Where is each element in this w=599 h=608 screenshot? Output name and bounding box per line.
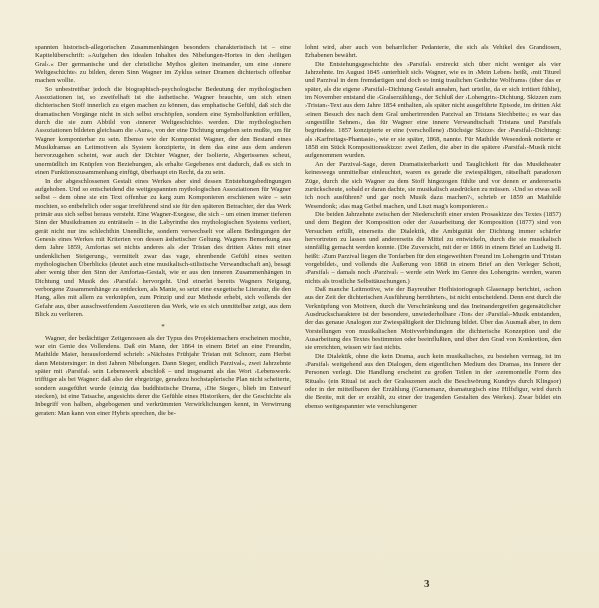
paragraph: Die beiden Jahrzehnte zwischen der Niederschrift einer ersten Prosaskizze des Textes (1857) und dem Beginn der Komposition oder der Ausarbeitung der Komposition (1877) sind von Versuchen erfüllt, einerseits die Dialektik, die Ambiguität der Dichtung immer schärfer hervortreten zu lassen und andererseits die Mittel zu entwickeln, durch die sie musikalisch sinnfällig gemacht werden konnte. (Die Zuversicht, mit der er 1866 in einem Brief an Ludwig II. heißt: ›Zum Parzival liegen die Tonfarben für den eingeweihten Freund im Lohengrin und Tristan vorgebildet‹, und vollends die Äußerung von 1868 in einem Brief an den Verleger Schott, ›Parsifal‹ – damals noch ›Parzival‹ – werde ›ein Werk im Genre des Lohengrin‹ werden, waren nichts als trostliche Selbsttäuschungen.) <box>305 210 561 285</box>
left-column <box>35 44 291 418</box>
page-number: 3 <box>424 578 430 590</box>
paragraph: Die Dialektik, ohne die kein Drama, auch kein musikalisches, zu bestehen vermag, ist im ›Parsifal‹ weitgehend aus den Dialogen, dem eigentlichen Medium des Dramas, ins Innere der Personen verlegt. Die Handlung erscheint zu großen Teilen in der ›zeremonielle Form des Rituals‹ (ein Ritual ist auch der Gralsszenen auch die Beschwörung Kundrys durch Klingsor) oder in der mitteilbaren der Erzählung (Gurnemanz, dramaturgisch eine Hilfsfigur, wird durch die Breite, mit der er erzählt, zu einer der tragenden Gestalten des Werkes). Zwar bildet ein ebenso weitgespannter wie verschlungener <box>305 352 561 410</box>
paragraph: In der abgeschlossenen Gestalt eines Werkes aber sind dessen Entstehungsbedingungen aufgehoben. Und so entscheidend die weitgespannten mythologischen Assoziationen für Wagner selbst – dem ohne sie ein Text offenbar zu karg zum Komponieren erschienen wäre – sein mochten, so entbehrlich oder sogar irreführend sind sie für den späteren Betrachter, der das Werk primär aus sich selbst heraus versteht. Eine Wagner-Exegese, die sich – um einen immer tieferen Sinn der Musikdramen zu enträtseln – in die Labyrinthe des mythologischen Systems verliert, gerät nicht nur ins schlechthin Unendliche, sondern verwechselt vor allem Bedingungen der Genesis eines Werkes mit Kriterien von dessen ästhetischer Geltung. Wagners Bemerkung aus dem Jahre 1859, Amfortas sei nichts anderes als ›der Tristan des dritten Aktes mit einer undenklichen Steigerung‹, vermittelt zwar das vage, ehrenbende Gefühl eines weiten mythologischen Überblicks (deutet auch eine musikalisch-stilistische Verwandtschaft an), besagt aber wenig über den Sinn der Amfortas-Gestalt, wie er aus den inneren Zusammenhängen in Dichtung und Musik des ›Parsifal‹ hervorgeht. Und einerlei bereits Wagners Neigung, verborgene Zusammenhänge zu entdecken, als Manie, so setzt eine exegetische Literatur, die den Hang, alles mit allem zu verknüpfen, zum Prinzip und zur Methode erhebt, sich vollends der Gefahr aus, über ausschweifendem Assoziieren das Werk, wie es sich unmittelbar zeigt, aus dem Blick zu verlieren. <box>35 177 291 318</box>
section-separator: * <box>161 323 165 332</box>
paragraph: Die Entstehungsgeschichte des ›Parsifal‹ erstreckt sich über nicht weniger als vier Jahrzehnte. Im August 1845 ›unterhielt sich‹ Wagner, wie es in ›Mein Leben‹ heißt, ›mit Titurel und Parzival in dem fremdartigen und doch so innig traulichen Gedichte Wolframs‹ (über das er später, als die eigene ›Parsifal‹-Dichtung Gestalt annahm, hart urteilte, da er sich irritiert fühlte), im November entstand die ›Gralserzählung‹, der Schluß der ›Lohengrin‹-Dichtung. Skizzen zum ›Tristan‹-Text aus dem Jahre 1854 enthalten, als später nicht ausgeführte Episode, im dritten Akt ›einen Besuch des nach dem Gral umherirrenden Parzival an Tristans Siechbette‹; es war das ›ungestillte Sehnen‹, das für Wagner eine innere Verwandtschaft Tristans und Parsifals begründete. 1857 konzipierte er eine (verschollene) ›Büchsige Skizze‹ der ›Parsifal‹-Dichtung: als ›Karfreitags-Phantasie‹, wie er sie später, 1868, nannte. Für Mathilde Wesendonk notierte er 1858 ein Stück Kompositionsskizze: zwei Zeilen, die aber in die spätere ›Parsifal‹-Musik nicht aufgenommen wurden. <box>305 60 561 160</box>
paragraph: lohnt wird, aber auch von beharrlicher Pedanterie, die sich als Vehikel des Grandiosen, Erhabenen bewährt. <box>305 44 561 60</box>
paragraph: So unbestreitbar jedoch die biographisch-psychologische Bedeutung der mythologischen Assoziationen ist, so zweifelhaft ist die ästhetische. Wagner brauchte, um sich einen dichterischen Stoff innerlich zu eigen machen zu können, das emphatische Gefühl, daß sich die dramatischen Vorgänge nicht in sich selbst erschöpfen, sondern eine Symbolfunktion erfüllen, durch die sie zum Abbild von ›innerer Weltgeschichte‹ werden. Die mythologischen Assoziationen bildeten gleichsam die ›Aura‹, von der eine Dichtung umgeben sein mußte, um für Wagner komponierbar zu sein. Ebenso wie der Komponist Wagner, der den Bestand eines Musikdramas an Leitmotiven als System konzipierte, in dem das eine aus dem anderen hervorzugehen scheint, war auch der Dichter Wagner, der Isolierte, Abgerissenes scheut, unermüdlich im Knüpfen von Beziehungen, als erhalte Gegebenes erst dadurch, daß es sich in einen Funktionszusammenhang einfügt, überhaupt ein Recht, da zu sein. <box>35 85 291 177</box>
paragraph: Wagner, der bedächtiger Zeitgenossen als der Typus des Projektemachers erscheinen mochte, war ein Genie des Vollendens. Daß ein Mann, der 1864 in einem Brief an eine Freundin, Mathilde Maier, herausfordernd schrieb: »Nächstes Frühjahr Tristan mit Schnorr, zum Herbst dann Meistersinger: in drei Jahren Nibelungen. Dann Sieger, endlich Parzival«, zwei Jahrzehnte später mit ›Parsifal‹ sein Lebenswerk abschloß – und insgesamt als das Wort ›Lebenswerk‹ trifftiger als bei Wagner: daß also der ehrgeizige, geradezu hochstaplerische Plan nicht scheiterte, sondern ausgeführt wurde (einzig das buddhistische Drama, ›Die Sieger‹, blieb im Entwurf stecken), ist eine Tatsache, angesichts derer die Gefühle eines Historikers, der die Geschichte als Inbegriff von halben, abgebogenen und verkrümmten Verwirklichungen kennt, in Verwirrung geraten: Man kann von einer Hybris sprechen, die be- <box>35 334 291 417</box>
paragraph: Daß manche Leitmotive, wie der Bayreuther Hofhistoriograph Glasenapp berichtet, ›schon aus der Zeit der dichterischen Ausführung herrührten‹, ist nicht entscheidend. Denn erst durch die Verknüpfung von Motiven, durch die Verschränkung und das Ineinandergreifen gegensätzlicher Ausdruckscharaktere ist der besondere, unwiederholbare ›Ton‹ der ›Parsifal‹-Musik entstanden, der das genaue Analogon zur Zwiespältigkeit der Dichtung bildet. Über das Ausmaß aber, in dem Vorstellungen von musikalischen Motivverbindungen die dichterische Konzeption und die Ausarbeitung des Textes bestimmten oder beeinflußten, und über den Grad von Konkretion, den sie erreichten, wissen wir fast nichts. <box>305 285 561 352</box>
paragraph: spannten historisch-allegorischen Zusammenhängen besonders charakteristisch ist – eine Kapitelüberschrift: »Aufgehen des idealen Inhaltes des Nibelungen-Hortes in den ›heiligen Gral‹.« Der germanische und der christliche Mythos gleiten ineinander, um eine ›innere Weltgeschichte‹ zu bilden, deren Sinn Wagner im Zyklus seiner Dramen dichterisch offenbar machen wollte. <box>35 44 291 85</box>
right-column <box>305 44 561 411</box>
paragraph: An der Parzival-Sage, deren Dramatisierbarkeit und Tauglichkeit für das Musiktheater keineswegs unmittelbar einleuchtet, waren es gerade die zwiespältigen, rätselhaft paradoxen Züge, durch die sich Wagner zu dem Stoff hingezogen fühlte und vor denen er andererseits zurückscheute, sobald er daran dachte, sie musikalisch ausdrücken zu müssen. ›Und so etwas soll ich noch ausführen? und gar noch Musik dazu machen?‹, schrieb er 1859 an Mathilde Wesendonk; ›das mag Geibel machen, und Liszt mag's komponieren.‹ <box>305 160 561 210</box>
